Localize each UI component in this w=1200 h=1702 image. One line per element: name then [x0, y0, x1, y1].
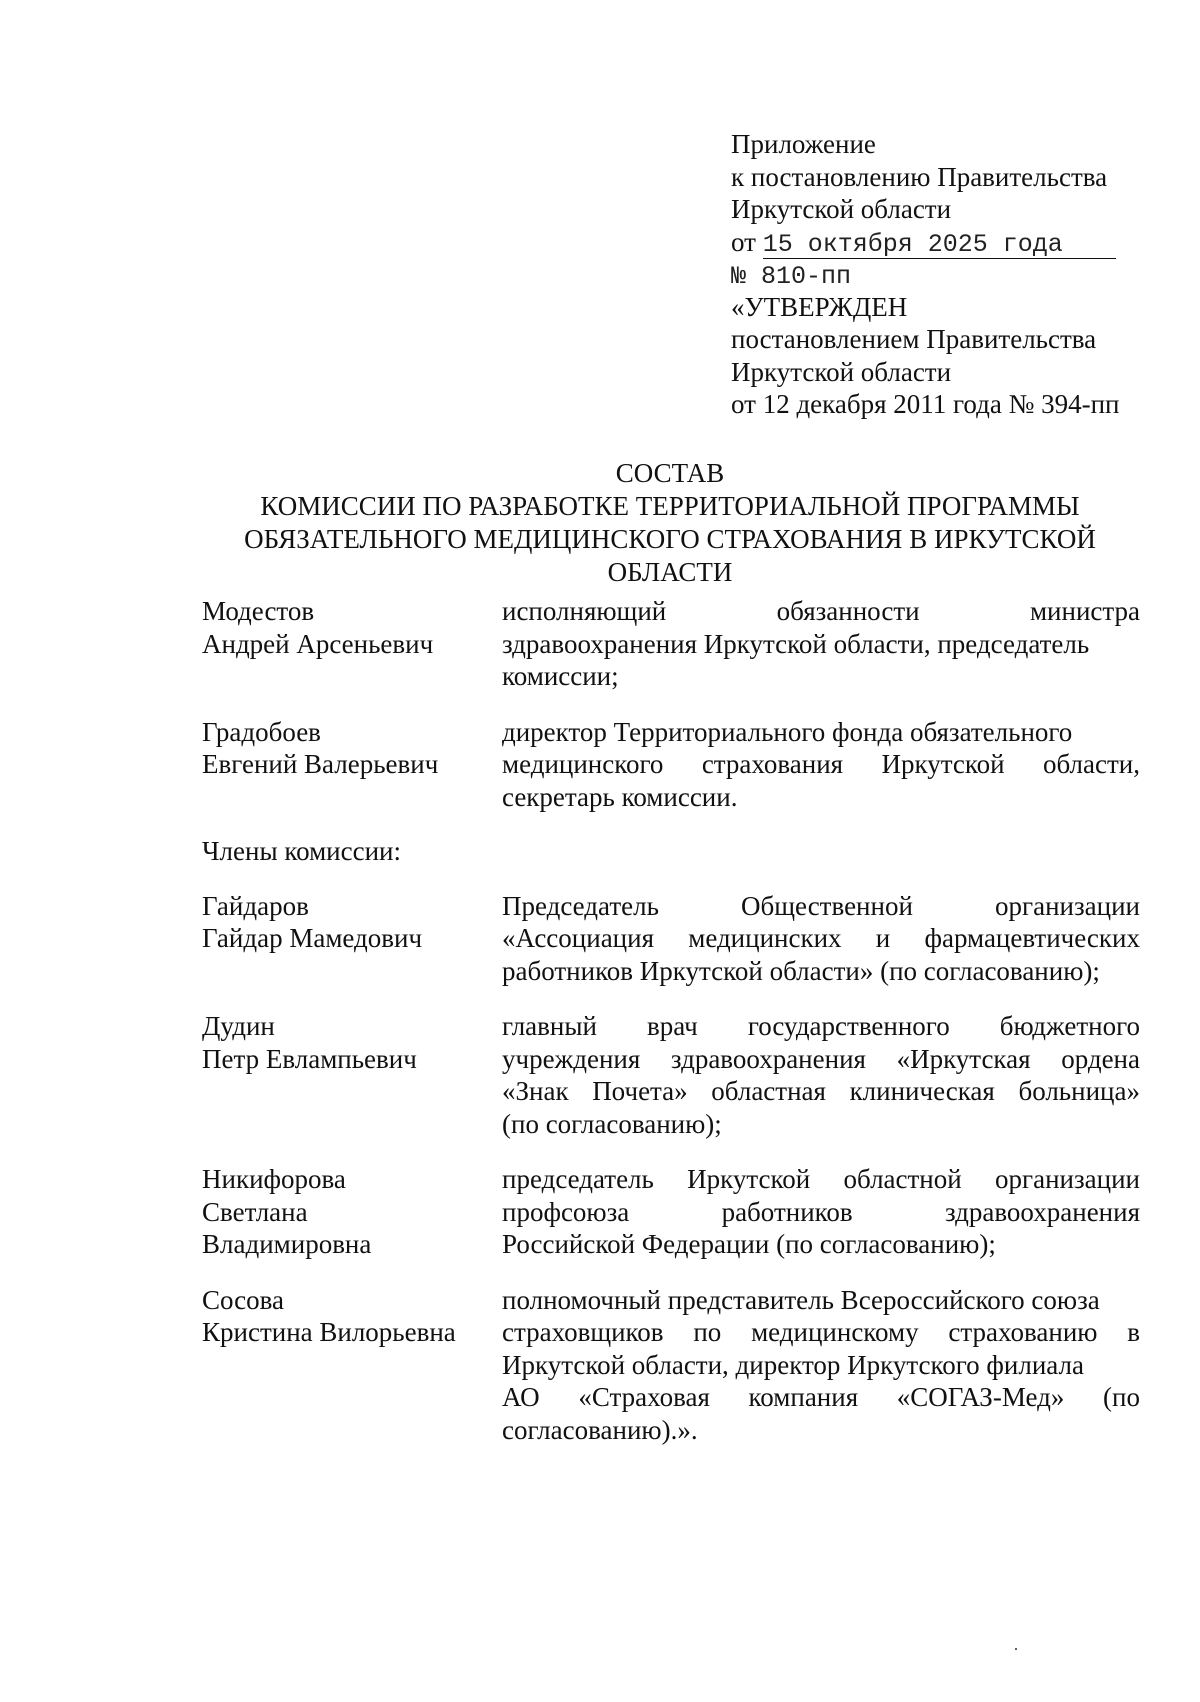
description-line — [502, 1010, 1140, 1043]
description-word: и — [875, 923, 891, 953]
description-word: «Знак — [502, 1076, 569, 1106]
approved-heading: «УТВЕРЖДЕН — [731, 291, 908, 322]
appendix-heading: Приложение — [731, 129, 876, 159]
description-word: здравоохранения — [944, 1196, 1140, 1227]
description-word: бюджетного — [999, 1011, 1140, 1041]
title-line-3: ОБЯЗАТЕЛЬНОГО МЕДИЦИНСКОГО СТРАХОВАНИЯ В ИРКУТСКОЙ — [244, 524, 1096, 554]
description-word: по — [693, 1317, 722, 1347]
description-line — [502, 748, 1140, 781]
member-surname: Никифорова — [202, 1164, 346, 1194]
description-line: директор Территориального фонда обязательного — [502, 716, 1073, 747]
description-word: учреждения — [502, 1043, 641, 1074]
description-word: председатель — [502, 1164, 654, 1194]
description-word: организации — [995, 890, 1140, 921]
member-given-name: Евгений Валерьевич — [202, 749, 439, 779]
appendix-date-line — [731, 226, 1151, 259]
appendix-resolution-ref: к постановлению Правительства — [731, 161, 1108, 192]
title-line-4: ОБЛАСТИ — [607, 557, 733, 587]
description-word: области, — [1042, 749, 1140, 779]
member-name — [202, 890, 502, 988]
description-word: областная — [711, 1076, 826, 1106]
description-line: Российской Федерации (по согласованию); — [502, 1229, 996, 1259]
description-line: согласованию).». — [502, 1414, 698, 1445]
member-row-4 — [202, 1284, 1140, 1447]
appendix-region: Иркутской области — [731, 194, 952, 224]
member-given-name: Петр Евлампьевич — [202, 1043, 417, 1074]
description-word: АО — [502, 1382, 540, 1412]
member-description — [502, 1010, 1140, 1140]
approved-by: постановлением Правительства — [731, 324, 1097, 354]
member-description — [502, 716, 1140, 814]
description-word: здравоохранения — [670, 1043, 866, 1074]
member-description — [502, 890, 1140, 988]
description-word: медицинского — [502, 749, 664, 779]
member-row-3 — [202, 1163, 1140, 1261]
description-word: организации — [995, 1164, 1140, 1194]
member-given-name: Светлана — [202, 1196, 308, 1227]
appendix-date-value: 15 октября 2025 года — [763, 232, 1116, 259]
member-row-chair — [202, 595, 1140, 693]
description-word: (по — [1103, 1382, 1140, 1412]
description-line — [502, 1196, 1140, 1229]
description-word: Иркутской — [687, 1164, 811, 1194]
member-surname: Градобоев — [202, 716, 321, 747]
member-surname: Гайдаров — [202, 890, 309, 921]
member-given-name: Андрей Арсеньевич — [202, 628, 434, 659]
description-word: государственного — [747, 1011, 950, 1041]
description-word: страхованию — [948, 1317, 1098, 1347]
member-description — [502, 595, 1140, 693]
description-word: профсоюза — [502, 1196, 630, 1227]
description-line — [502, 1163, 1140, 1196]
member-name — [202, 595, 502, 693]
description-word: страховщиков — [502, 1317, 664, 1347]
description-word: Председатель — [502, 890, 659, 921]
description-word: Иркутской — [881, 749, 1005, 779]
member-name — [202, 1284, 502, 1447]
description-word: исполняющий — [502, 596, 667, 626]
description-word: министра — [1029, 596, 1140, 626]
appendix-date-prefix: от — [731, 226, 756, 257]
member-row-1 — [202, 890, 1140, 988]
description-word: медицинскому — [751, 1317, 919, 1347]
description-line: полномочный представитель Всероссийского союза — [502, 1284, 1100, 1315]
member-description — [502, 1284, 1140, 1447]
description-word: «Иркутская — [896, 1043, 1031, 1074]
member-surname: Дудин — [202, 1011, 275, 1041]
description-line — [502, 1381, 1140, 1414]
appendix-number-value: № 810-пп — [731, 262, 852, 291]
description-line: секретарь комиссии. — [502, 781, 738, 812]
description-word: клиническая — [849, 1076, 995, 1106]
scan-speck — [1015, 1648, 1017, 1650]
description-line — [502, 1043, 1140, 1076]
member-name — [202, 1163, 502, 1261]
description-word: в — [1127, 1317, 1140, 1347]
member-given-name: Кристина Вилорьевна — [202, 1317, 456, 1347]
description-word: «СОГАЗ-Мед» — [896, 1382, 1065, 1412]
title-line-2: КОМИССИИ ПО РАЗРАБОТКЕ ТЕРРИТОРИАЛЬНОЙ ПРОГРАММЫ — [260, 491, 1080, 521]
description-word: больница» — [1018, 1076, 1140, 1106]
title-line-1: СОСТАВ — [615, 458, 725, 488]
member-row-secretary — [202, 716, 1140, 814]
member-surname: Сосова — [202, 1284, 285, 1315]
description-line: комиссии; — [502, 661, 619, 691]
description-line — [502, 890, 1140, 923]
description-word: «Ассоциация — [502, 923, 654, 953]
description-line — [502, 1316, 1140, 1349]
description-word: Общественной — [741, 890, 913, 921]
description-line — [502, 922, 1140, 955]
description-word: главный — [502, 1011, 597, 1041]
description-line: Иркутской области, директор Иркутского филиала — [502, 1349, 1084, 1380]
appendix-number-line — [731, 258, 1151, 291]
description-word: врач — [647, 1011, 698, 1041]
description-line — [502, 595, 1140, 628]
description-line — [502, 1075, 1140, 1108]
appendix-block — [731, 128, 1151, 421]
members-label: Члены комиссии: — [202, 836, 401, 866]
description-word: страхования — [701, 749, 844, 779]
description-word: Почета» — [592, 1076, 688, 1106]
description-word: ордена — [1061, 1043, 1140, 1074]
commission-members — [202, 595, 1140, 1446]
description-word: областной — [843, 1164, 962, 1194]
member-patronymic: Владимировна — [202, 1229, 372, 1259]
description-line: (по согласованию); — [502, 1108, 722, 1139]
member-description — [502, 1163, 1140, 1261]
member-name — [202, 1010, 502, 1140]
approved-date: от 12 декабря 2011 года № 394-пп — [731, 389, 1120, 419]
description-word: обязанности — [776, 596, 920, 626]
approved-region: Иркутской области — [731, 356, 952, 387]
description-word: «Страховая — [578, 1382, 710, 1412]
description-line: здравоохранения Иркутской области, председатель — [502, 628, 1090, 659]
description-line: работников Иркутской области» (по согласованию); — [502, 955, 1100, 986]
document-title — [190, 457, 1150, 589]
member-name — [202, 716, 502, 814]
member-row-2 — [202, 1010, 1140, 1140]
description-word: компания — [748, 1382, 859, 1412]
description-word: медицинских — [688, 923, 842, 953]
description-word: фармацевтических — [924, 923, 1140, 953]
member-surname: Модестов — [202, 596, 315, 626]
member-given-name: Гайдар Мамедович — [202, 923, 423, 953]
description-word: работников — [721, 1196, 853, 1227]
